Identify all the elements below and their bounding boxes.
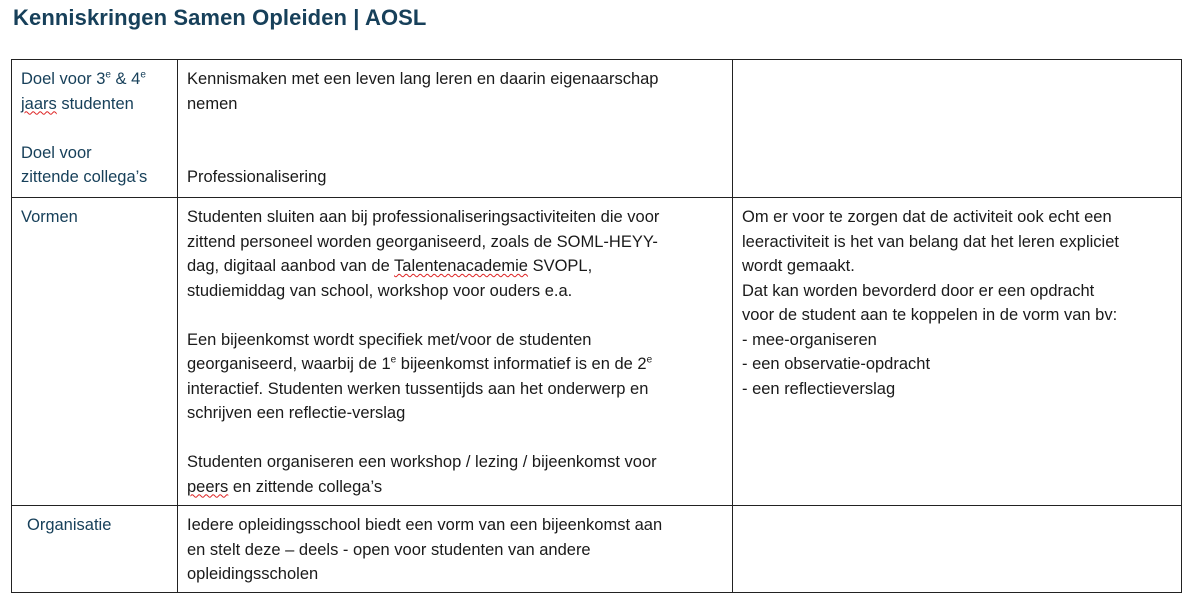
forms-label: Vormen — [12, 198, 178, 506]
spellcheck-word: Talentenacademie — [394, 257, 528, 275]
goal-label-cell: Doel voor 3e & 4e jaars studenten Doel voor zittende collega’s — [12, 60, 178, 198]
organisation-label-cell — [12, 506, 178, 593]
program-table — [11, 59, 1182, 593]
organisation-label: Organisatie — [27, 516, 112, 534]
list-item: - een reflectieverslag — [742, 379, 896, 398]
forms-paragraph-2: Een bijeenkomst wordt specifiek met/voor de studenten georganiseerd, waarbij de 1e bijeenkomst informatief is en de 2e interactief. Studenten werken tussentijds aan het onderwerp en schrijven een reflectie-verslag — [187, 330, 653, 422]
spellcheck-word: jaars — [21, 94, 57, 113]
goal-colleagues-text: Professionalisering — [187, 168, 327, 186]
forms-paragraph-1: Studenten sluiten aan bij professionaliseringsactiviteiten die voor zittend personeel worden georganiseerd, zoals de SOML-HEYY- dag, digitaal aanbod van de Talentenacademie SVOPL, studiemiddag van school, workshop voor ouders e.a. — [187, 208, 660, 300]
goal-colleagues-label: Doel voor — [21, 143, 92, 162]
goal-students-label: Doel voor 3e & 4e — [21, 69, 146, 88]
table-row — [12, 60, 1182, 198]
forms-content-cell — [178, 198, 733, 506]
goal-students-text: Kennismaken met een leven lang leren en daarin eigenaarschap — [187, 70, 659, 88]
spellcheck-word: peers — [187, 477, 229, 496]
organisation-content-cell: Iedere opleidingsschool biedt een vorm van een bijeenkomst aan en stelt deze – deels - open voor studenten van andere opleidingsscholen — [178, 506, 733, 593]
organisation-note-cell — [733, 506, 1182, 593]
forms-paragraph-3: Studenten organiseren een workshop / lezing / bijeenkomst voor peers en zittende collega’s — [187, 453, 657, 496]
goal-note-cell — [733, 60, 1182, 198]
list-item: - een observatie-opdracht — [742, 355, 931, 373]
table-row — [12, 506, 1182, 593]
table-row — [12, 198, 1182, 506]
page-title: Kenniskringen Samen Opleiden | AOSL — [13, 5, 427, 30]
goal-content-cell: Kennismaken met een leven lang leren en daarin eigenaarschap nemen Professionalisering — [178, 60, 733, 198]
list-item: - mee-organiseren — [742, 330, 877, 349]
forms-note-cell: Om er voor te zorgen dat de activiteit ook echt een leeractiviteit is het van belang dat het leren expliciet wordt gemaakt. Dat kan worden bevorderd door er een opdracht voor de student aan te koppelen in de vorm van bv: - mee-organiseren - een observatie-opdracht - een reflectieverslag — [733, 198, 1182, 506]
